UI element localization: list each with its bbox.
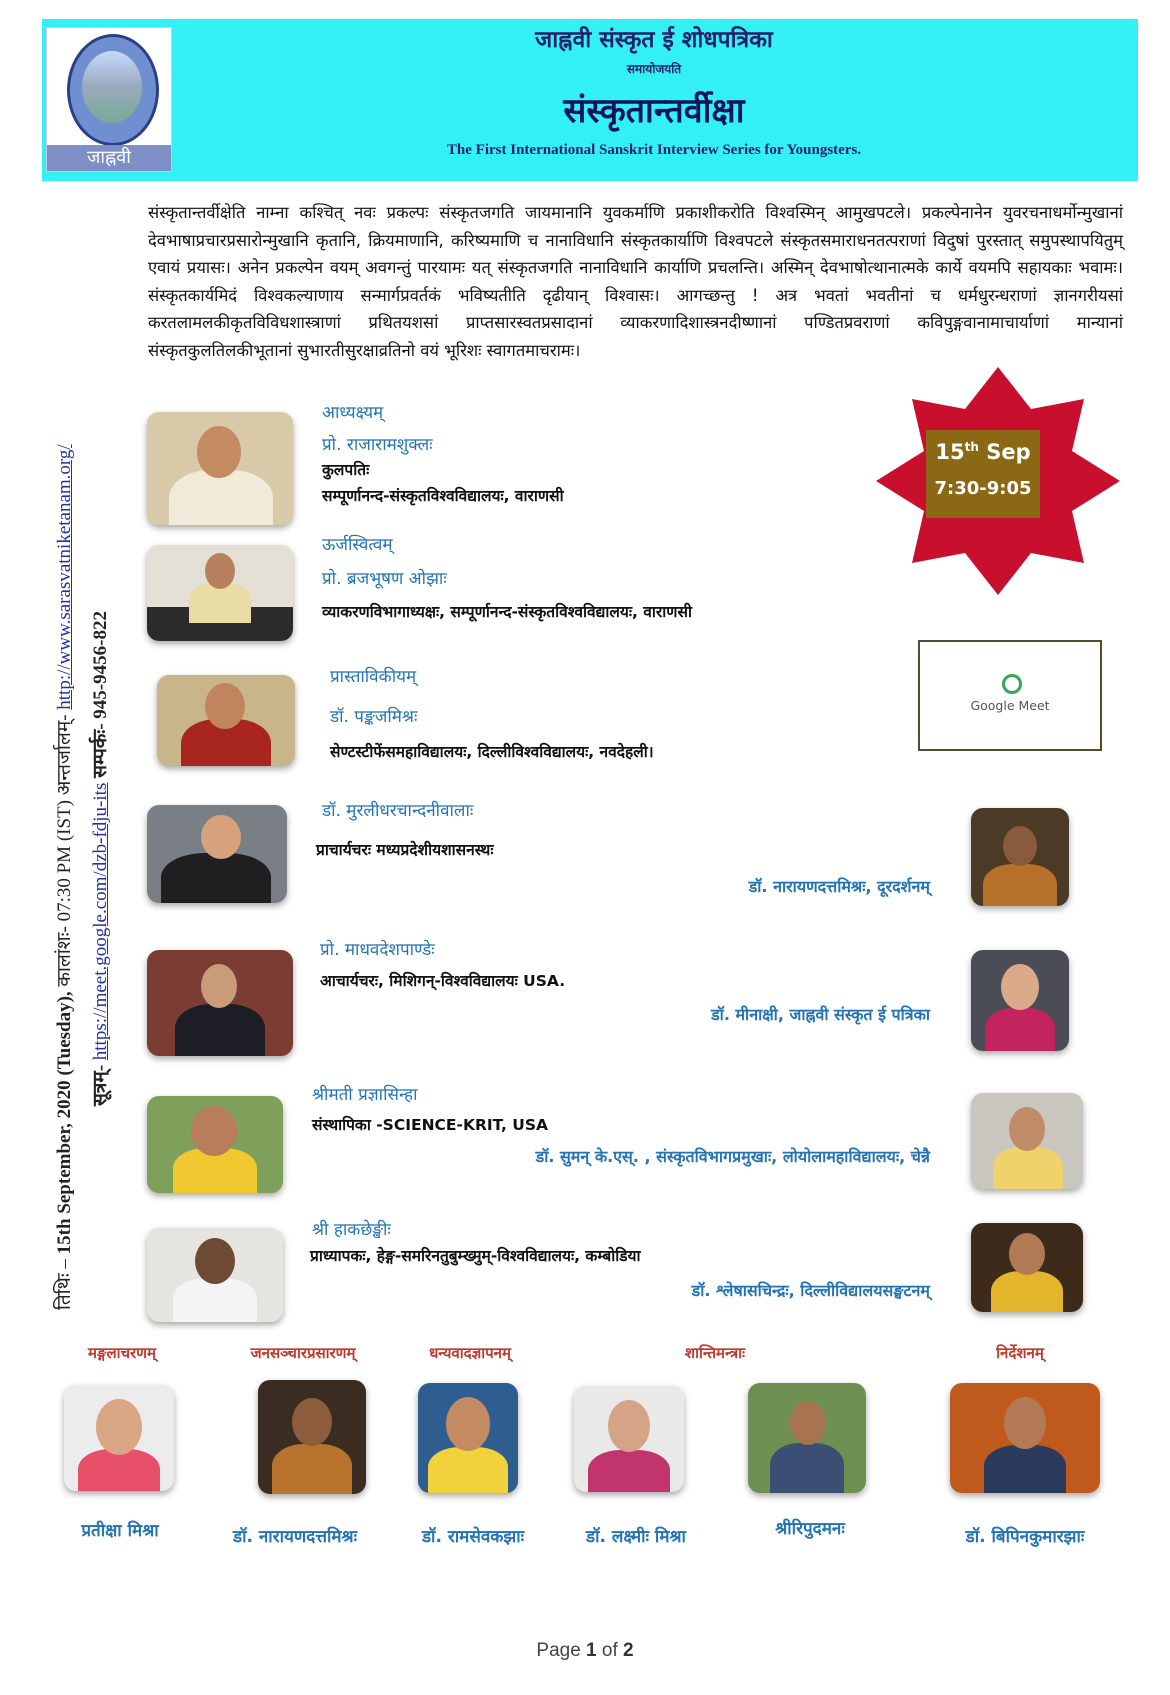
badge-date: 15th Sep <box>935 440 1031 464</box>
logo-emblem <box>67 34 159 146</box>
bottom-photo <box>950 1383 1100 1493</box>
presents-text: समायोजयति <box>626 62 682 76</box>
role-label: आध्यक्ष्यम् <box>322 403 384 423</box>
bottom-name: डॉ. बिपिनकुमारझाः <box>965 1527 1085 1547</box>
bottom-name: प्रतीक्षा मिश्रा <box>81 1521 159 1541</box>
speaker-photo <box>157 675 295 766</box>
date-badge <box>926 430 1040 518</box>
google-meet-label: Google Meet <box>970 698 1050 713</box>
bottom-photo <box>748 1383 866 1493</box>
bottom-role-label: मङ्गलाचरणम् <box>88 1344 156 1362</box>
badge-time: 7:30-9:05 <box>934 478 1032 499</box>
bottom-role-label: शान्तिमन्त्राः <box>684 1344 746 1362</box>
interviewee-name: श्री हाकछेङ्खीः <box>312 1220 391 1240</box>
side-date-line <box>50 444 76 1310</box>
google-meet-box[interactable] <box>918 640 1102 751</box>
interviewer-photo <box>971 808 1069 906</box>
bottom-name: श्रीरिपुदमनः <box>775 1519 845 1539</box>
speaker-photo <box>147 545 293 641</box>
interviewee-position: प्राध्यापकः, हेङ्ग-समरिनतुबुम्ख्मुम्-विश्वविद्यालयः, कम्बोडिया <box>310 1247 641 1265</box>
interviewee-photo <box>147 1096 283 1193</box>
interviewee-photo <box>147 1228 283 1322</box>
role-label: प्रास्ताविकीयम् <box>330 667 417 687</box>
contact-number: 945-9456-822 <box>90 611 111 719</box>
interviewee-name: श्रीमती प्रज्ञासिन्हा <box>312 1085 418 1105</box>
bottom-photo <box>258 1380 366 1494</box>
speaker-photo <box>147 412 293 525</box>
bottom-photo <box>418 1383 518 1493</box>
intro-paragraph: संस्कृतान्तर्वीक्षेति नाम्ना कश्चित् नवः प्रकल्पः संस्कृतजगति जायमानानि युवकर्माणि प्रकाशीकरोति विश्वस्मिन् आमुखपटले। प्रकल्पेनानेन युवरचनाधर्मोन्मुखानां देवभाषाप्रचारप्रसारोन्मुखानि कृतानि, क्रियमाणानि, करिष्यमाणि च नानाविधानि संस्कृतकार्याणि विश्वपटले संस्कृतसमाराधनतत्पराणां विदुषां पुरस्तात् समुपस्थापयितुम् एवायं प्रयासः। अनेन प्रकल्पेन वयम् अवगन्तुं पारयामः यत् संस्कृतजगति नानाविधानि कार्याणि प्रचलन्ति। अस्मिन् देवभाषोत्थानात्मके कार्ये वयमपि सहायकाः भवामः। संस्कृतकार्यमिदं विश्वकल्याणाय सन्मार्गप्रवर्तकं भविष्यतीति दृढीयान् विश्वासः। आगच्छन्तु ! अत्र भवतां भवतीनां च धर्मधुरन्धराणां ज्ञानगरीयसां करतलामलकीकृतविविधशास्त्राणां प्रथितयशसां प्राप्तसारस्वतप्रसादानां व्याकरणादिशास्त्रनदीष्णानां पण्डितप्रवराणां कविपुङ्गवानामाचार्याणां मान्यानां संस्कृतकुलतिलकीभूतानां सुभारतीसुरक्षाव्रतिनो वयं भूरिशः स्वागतमाचरामः। <box>148 203 1123 360</box>
bottom-name: डॉ. नारायणदत्तमिश्रः <box>232 1527 358 1547</box>
page-number: Page 1 of 2 <box>536 1640 634 1661</box>
interviewer-photo <box>971 1093 1083 1189</box>
speaker-institution: सम्पूर्णानन्द-संस्कृतविश्वविद्यालयः, वाराणसी <box>322 487 564 505</box>
waterfall-image <box>82 51 142 123</box>
role-label: ऊर्जस्वित्वम् <box>322 535 393 555</box>
bottom-name: डॉ. लक्ष्मीः मिश्रा <box>586 1527 686 1547</box>
interviewer-name: डॉ. नारायणदत्तमिश्रः, दूरदर्शनम् <box>748 877 930 896</box>
time-label: कालांशः- 07:30 PM (IST) अन्तर्जालम्- <box>54 709 75 992</box>
bottom-photo <box>574 1386 684 1492</box>
bottom-role-label: धन्यवादज्ञापनम् <box>429 1344 511 1362</box>
interviewee-position: आचार्यचरः, मिशिगन्-विश्वविद्यालयः USA. <box>320 972 566 990</box>
bottom-role-label: जनसञ्चारप्रसारणम् <box>250 1344 356 1362</box>
interviewer-name: डॉ. मीनाक्षी, जाह्नवी संस्कृत ई पत्रिका <box>711 1005 930 1024</box>
interviewee-name: डॉ. मुरलीधरचान्दनीवालाः <box>322 801 474 821</box>
interviewer-photo <box>971 950 1069 1051</box>
meet-link[interactable]: https://meet.google.com/dzb-fdju-its <box>90 782 111 1061</box>
google-meet-icon <box>1002 674 1022 694</box>
interviewer-photo <box>971 1223 1083 1312</box>
journal-title: जाह्नवी संस्कृत ई शोधपत्रिका <box>535 26 773 53</box>
bottom-photo <box>64 1385 174 1491</box>
bottom-name: डॉ. रामसेवकझाः <box>421 1527 525 1547</box>
interviewee-name: प्रो. माधवदेशपाण्डेः <box>320 940 435 960</box>
speaker-name: प्रो. राजारामशुक्लः <box>322 435 433 455</box>
side-link-line <box>86 611 112 1106</box>
bottom-role-label: निर्देशनम् <box>996 1344 1044 1362</box>
interviewer-name: डॉ. सुमन् के.एस्. , संस्कृतविभागप्रमुखाः, लोयोलामहाविद्यालयः, चेन्नै <box>535 1147 930 1166</box>
english-title: The First International Sanskrit Interview Series for Youngsters. <box>446 142 862 158</box>
speaker-title: कुलपतिः <box>322 461 370 479</box>
speaker-name: डॉ. पङ्कजमिश्रः <box>330 707 418 727</box>
journal-logo <box>46 27 172 172</box>
date-label: तिथिः – <box>54 1254 75 1310</box>
interviewee-position: संस्थापिका -SCIENCE-KRIT, USA <box>312 1116 549 1134</box>
logo-text: जाह्नवी <box>47 145 171 171</box>
series-title: संस्कृतान्तर्वीक्षा <box>563 91 745 131</box>
date-value: 15th September, 2020 (Tuesday), <box>54 991 75 1255</box>
contact-label: सम्पर्कः- <box>90 718 111 783</box>
interviewee-photo <box>147 950 293 1056</box>
link-label: सूत्रम्- <box>90 1060 111 1106</box>
speaker-name: प्रो. ब्रजभूषण ओझाः <box>322 569 447 589</box>
speaker-institution: व्याकरणविभागाध्यक्षः, सम्पूर्णानन्द-संस्कृतविश्वविद्यालयः, वाराणसी <box>322 603 692 621</box>
interviewee-photo <box>147 805 287 903</box>
website-link[interactable]: http://www.sarasvatniketanam.org/ <box>54 444 75 710</box>
interviewee-position: प्राचार्यचरः मध्यप्रदेशीयशासनस्थः <box>316 841 494 859</box>
interviewer-name: डॉ. श्लेषासचिन्द्रः, दिल्लीविद्यालयसङ्घटनम् <box>691 1281 930 1300</box>
speaker-institution: सेण्टस्टीफेंसमहाविद्यालयः, दिल्लीविश्वविद्यालयः, नवदेहली। <box>330 743 654 761</box>
